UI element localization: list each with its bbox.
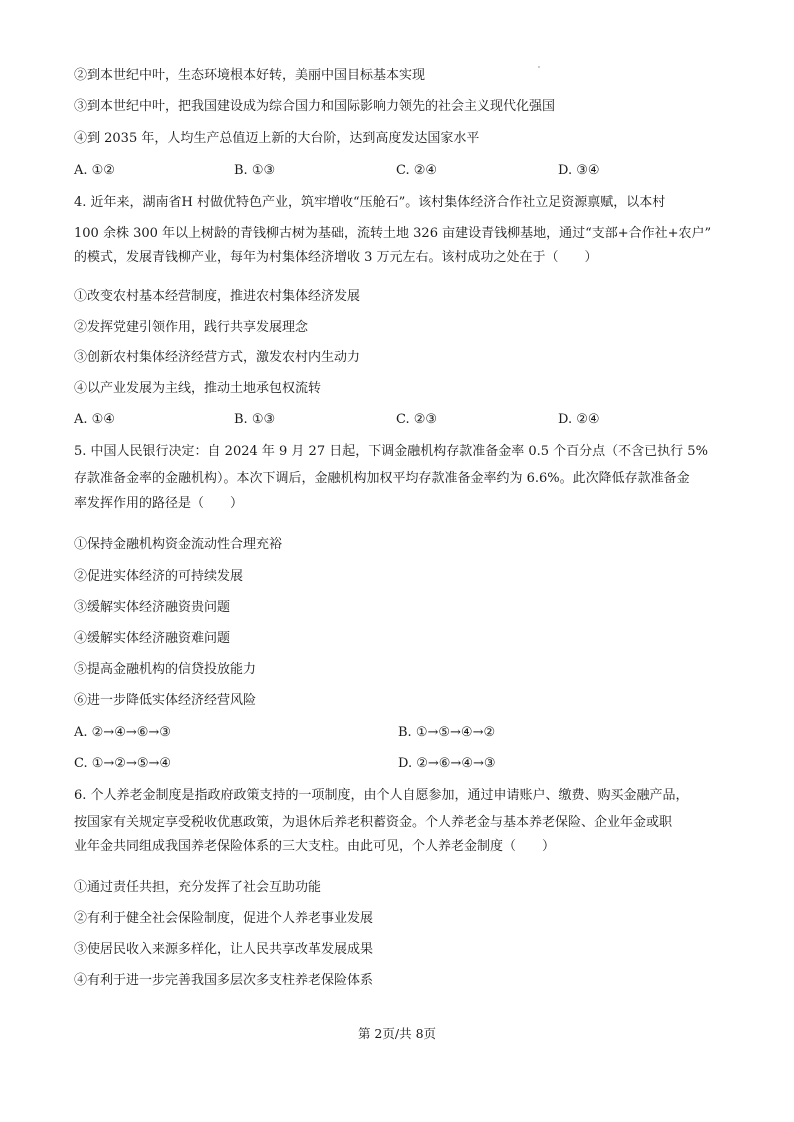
q5-option-d: D. ②→⑥→④→③ bbox=[398, 756, 496, 771]
q5-stem-line-3: 率发挥作用的路径是（ ） bbox=[74, 496, 244, 511]
q4-option-b: B. ①③ bbox=[234, 412, 276, 427]
q5-item-6: ⑥进一步降低实体经济经营风险 bbox=[74, 693, 257, 708]
q4-item-4: ④以产业发展为主线，推动土地承包权流转 bbox=[74, 381, 322, 396]
q4-item-3: ③创新农村集体经济经营方式，激发农村内生动力 bbox=[74, 350, 361, 365]
scan-speck bbox=[538, 66, 540, 68]
page-number: 第 2页/共 8页 bbox=[357, 1026, 437, 1041]
q5-stem-line-2: 存款准备金率的金融机构）。本次下调后，金融机构加权平均存款准备金率约为 6.6%。此次降低存款准备金 bbox=[74, 471, 690, 486]
q3-item-4: ④到 2035 年，人均生产总值迈上新的大台阶，达到高度发达国家水平 bbox=[74, 131, 480, 146]
q5-item-1: ①保持金融机构资金流动性合理充裕 bbox=[74, 537, 283, 552]
q3-option-c: C. ②④ bbox=[396, 163, 438, 178]
q4-option-a: A. ①④ bbox=[74, 412, 115, 427]
q4-item-1: ①改变农村基本经营制度，推进农村集体经济发展 bbox=[74, 289, 361, 304]
q5-item-4: ④缓解实体经济融资难问题 bbox=[74, 631, 231, 646]
q3-option-d: D. ③④ bbox=[558, 163, 600, 178]
q3-option-b: B. ①③ bbox=[234, 163, 276, 178]
q5-option-b: B. ①→⑤→④→② bbox=[398, 725, 496, 740]
q6-stem-line-1: 6. 个人养老金制度是指政府政策支持的一项制度，由个人自愿参加，通过申请账户、缴费、购买金融产品， bbox=[74, 788, 689, 803]
q3-item-3: ③到本世纪中叶，把我国建设成为综合国力和国际影响力领先的社会主义现代化强国 bbox=[74, 99, 556, 114]
q6-item-3: ③使居民收入来源多样化，让人民共享改革发展成果 bbox=[74, 942, 374, 957]
q5-item-5: ⑤提高金融机构的信贷投放能力 bbox=[74, 662, 257, 677]
q6-stem-line-2: 按国家有关规定享受税收优惠政策，为退休后养老积蓄资金。个人养老金与基本养老保险、企业年金或职 bbox=[74, 815, 673, 830]
q5-option-c: C. ①→②→⑤→④ bbox=[74, 756, 172, 771]
q6-item-1: ①通过责任共担，充分发挥了社会互助功能 bbox=[74, 880, 322, 895]
q6-item-4: ④有利于进一步完善我国多层次多支柱养老保险体系 bbox=[74, 973, 374, 988]
q5-item-2: ②促进实体经济的可持续发展 bbox=[74, 569, 244, 584]
q5-stem-line-1: 5. 中国人民银行决定：自 2024 年 9 月 27 日起，下调金融机构存款准备金率 0.5 个百分点（不含已执行 5% bbox=[74, 444, 708, 459]
q4-stem-line-1: 4. 近年来，湖南省H 村做优特色产业，筑牢增收“压舱石”。该村集体经济合作社立足资源禀赋，以本村 bbox=[74, 195, 666, 210]
q4-option-c: C. ②③ bbox=[396, 412, 438, 427]
q5-option-a: A. ②→④→⑥→③ bbox=[74, 725, 171, 740]
q4-stem-line-3: 的模式，发展青钱柳产业，每年为村集体经济增收 3 万元左右。该村成功之处在于（ ） bbox=[74, 250, 598, 265]
q4-option-d: D. ②④ bbox=[558, 412, 600, 427]
q5-item-3: ③缓解实体经济融资贵问题 bbox=[74, 600, 231, 615]
q4-stem-line-2: 100 余株 300 年以上树龄的青钱柳古树为基础，流转土地 326 亩建设青钱柳基地，通过“支部+合作社+农户” bbox=[74, 226, 712, 241]
q6-stem-line-3: 业年金共同组成我国养老保险体系的三大支柱。由此可见，个人养老金制度（ ） bbox=[74, 839, 556, 854]
q3-item-2: ②到本世纪中叶，生态环境根本好转，美丽中国目标基本实现 bbox=[74, 68, 426, 83]
q4-item-2: ②发挥党建引领作用，践行共享发展理念 bbox=[74, 320, 309, 335]
q6-item-2: ②有利于健全社会保险制度，促进个人养老事业发展 bbox=[74, 911, 374, 926]
q3-option-a: A. ①② bbox=[74, 163, 115, 178]
